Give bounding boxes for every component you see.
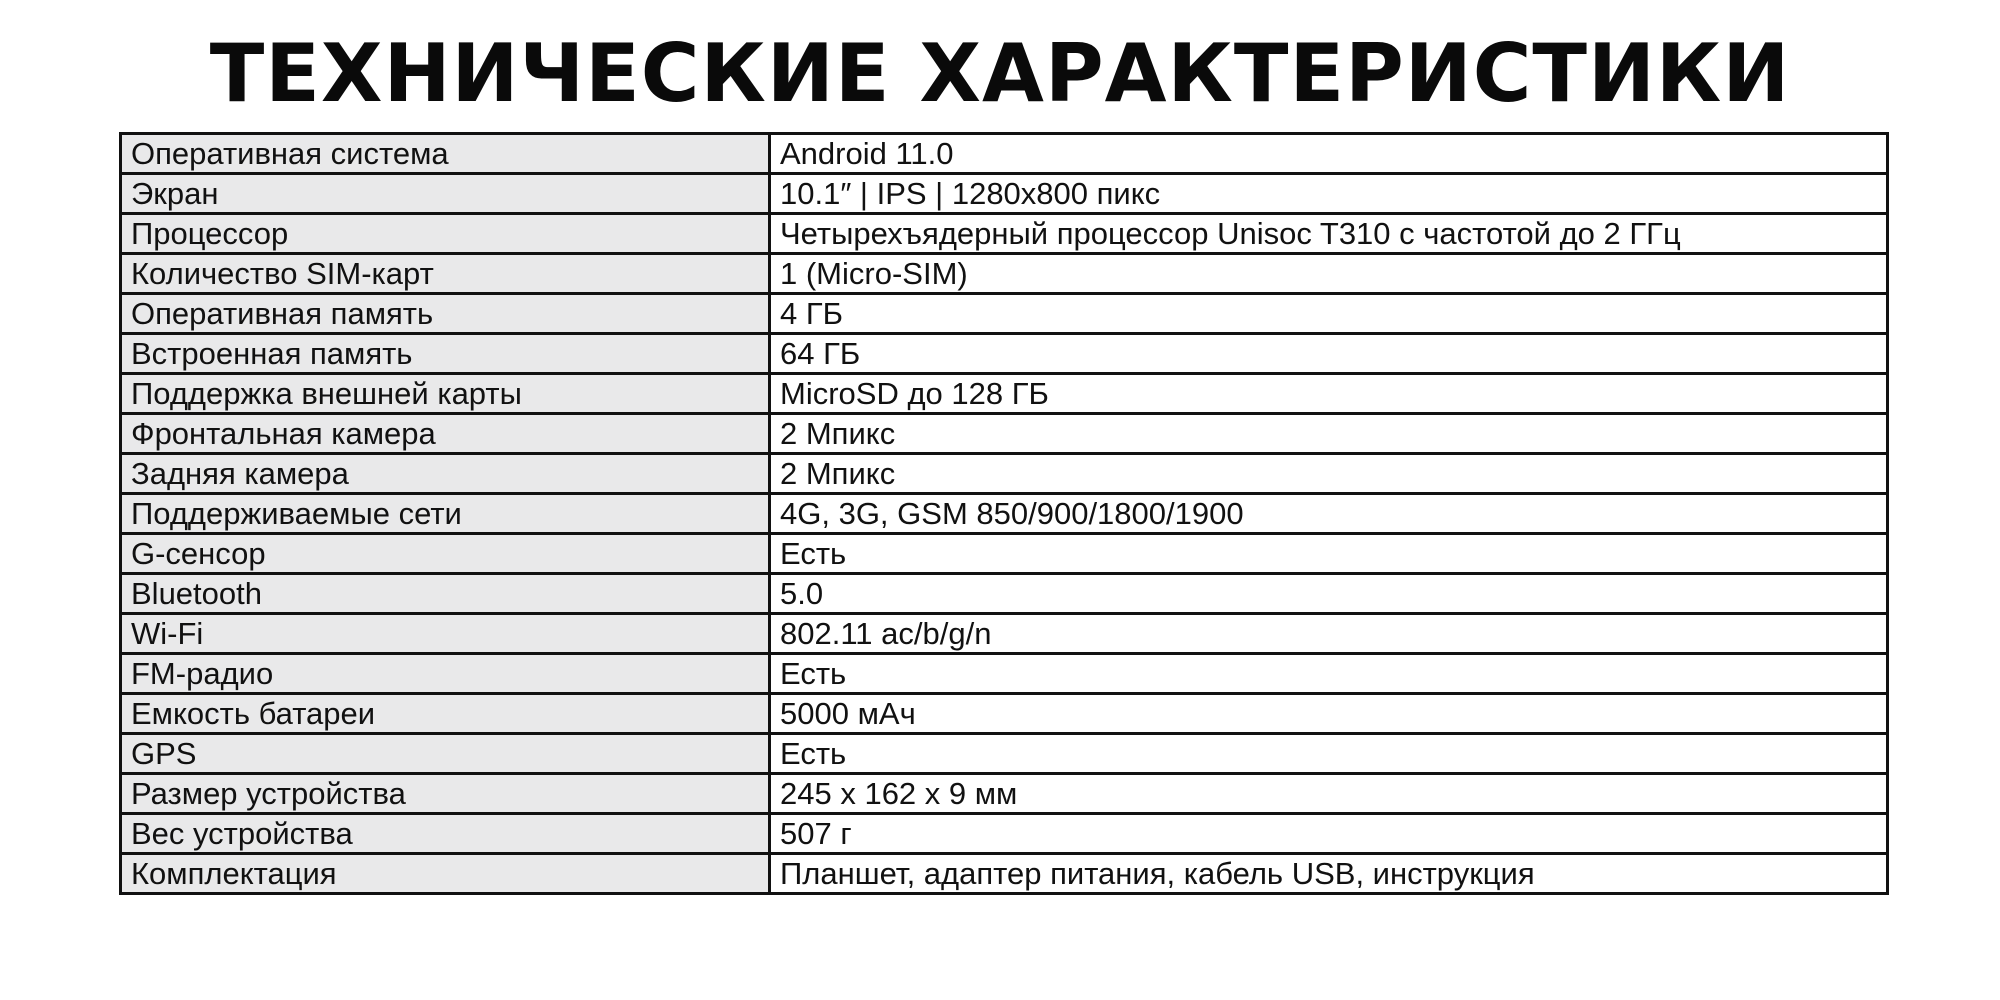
- spec-value: 1 (Micro-SIM): [770, 254, 1888, 294]
- table-row: [121, 374, 1888, 414]
- page-title: ТЕХНИЧЕСКИЕ ХАРАКТЕРИСТИКИ: [209, 27, 1791, 120]
- spec-value: Android 11.0: [770, 134, 1888, 174]
- spec-value: 2 Мпикс: [770, 414, 1888, 454]
- spec-value: 10.1″ | IPS | 1280x800 пикс: [770, 174, 1888, 214]
- table-row: [121, 334, 1888, 374]
- table-row: [121, 574, 1888, 614]
- spec-value: Планшет, адаптер питания, кабель USB, инструкция: [770, 854, 1888, 894]
- table-row: [121, 414, 1888, 454]
- specs-table: [119, 132, 1889, 895]
- spec-value: Есть: [770, 534, 1888, 574]
- table-row: [121, 214, 1888, 254]
- spec-label: Bluetooth: [121, 574, 770, 614]
- spec-label: Фронтальная камера: [121, 414, 770, 454]
- table-row: [121, 494, 1888, 534]
- spec-label: Встроенная память: [121, 334, 770, 374]
- table-row: [121, 294, 1888, 334]
- spec-label: Оперативная система: [121, 134, 770, 174]
- table-row: [121, 614, 1888, 654]
- spec-label: Количество SIM-карт: [121, 254, 770, 294]
- spec-label: Поддержка внешней карты: [121, 374, 770, 414]
- spec-value: 4 ГБ: [770, 294, 1888, 334]
- spec-label: Задняя камера: [121, 454, 770, 494]
- spec-label: Емкость батареи: [121, 694, 770, 734]
- spec-value: 4G, 3G, GSM 850/900/1800/1900: [770, 494, 1888, 534]
- table-row: [121, 814, 1888, 854]
- spec-label: Экран: [121, 174, 770, 214]
- spec-label: FM-радио: [121, 654, 770, 694]
- spec-value: Есть: [770, 654, 1888, 694]
- table-row: [121, 254, 1888, 294]
- spec-value: 245 x 162 x 9 мм: [770, 774, 1888, 814]
- spec-value: 5.0: [770, 574, 1888, 614]
- spec-label: G-сенсор: [121, 534, 770, 574]
- spec-value: 2 Мпикс: [770, 454, 1888, 494]
- spec-label: Вес устройства: [121, 814, 770, 854]
- spec-label: Wi-Fi: [121, 614, 770, 654]
- spec-label: Поддерживаемые сети: [121, 494, 770, 534]
- spec-value: 507 г: [770, 814, 1888, 854]
- spec-value: 64 ГБ: [770, 334, 1888, 374]
- spec-value: MicroSD до 128 ГБ: [770, 374, 1888, 414]
- spec-label: Оперативная память: [121, 294, 770, 334]
- spec-value: 802.11 ac/b/g/n: [770, 614, 1888, 654]
- table-row: [121, 654, 1888, 694]
- table-row: [121, 734, 1888, 774]
- spec-value: Четырехъядерный процессор Unisoc T310 с частотой до 2 ГГц: [770, 214, 1888, 254]
- table-row: [121, 694, 1888, 734]
- table-row: [121, 534, 1888, 574]
- spec-value: 5000 мАч: [770, 694, 1888, 734]
- table-row: [121, 134, 1888, 174]
- table-row: [121, 454, 1888, 494]
- spec-value: Есть: [770, 734, 1888, 774]
- table-row: [121, 174, 1888, 214]
- table-row: [121, 774, 1888, 814]
- spec-label: GPS: [121, 734, 770, 774]
- spec-label: Размер устройства: [121, 774, 770, 814]
- table-row: [121, 854, 1888, 894]
- spec-label: Процессор: [121, 214, 770, 254]
- spec-label: Комплектация: [121, 854, 770, 894]
